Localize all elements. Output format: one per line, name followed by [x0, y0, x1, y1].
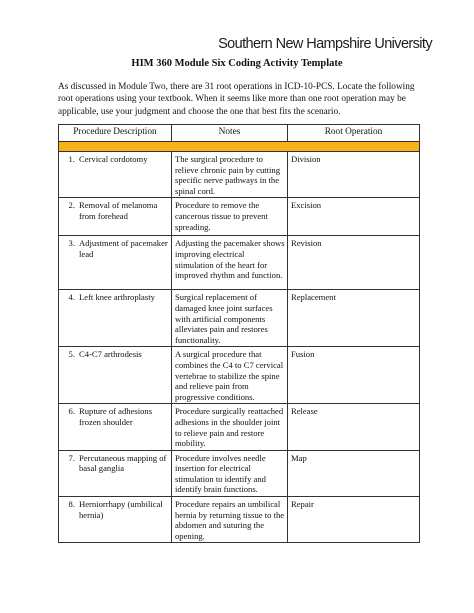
procedure-description: Adjustment of pacemaker lead: [79, 238, 168, 259]
procedure-description: Removal of melanoma from forehead: [79, 200, 158, 221]
notes-cell: Surgical replacement of damaged knee joint surfaces with artificial components alleviates pain and restores functionality.: [172, 290, 288, 347]
notes-cell: Adjusting the pacemaker shows improving electrical stimulation of the heart for improved rhythm and function.: [172, 236, 288, 290]
notes-cell: The surgical procedure to relieve chronic pain by cutting specific nerve pathways in the spinal cord.: [172, 152, 288, 198]
row-number: 1.: [68, 154, 75, 164]
procedure-description: Rupture of adhesions frozen shoulder: [79, 406, 153, 427]
university-logo: Southern New Hampshire University: [218, 36, 432, 52]
coding-table: [58, 124, 420, 543]
row-number: 6.: [68, 406, 75, 417]
root-operation-cell: Excision: [288, 198, 420, 236]
table-row: [59, 236, 420, 290]
root-operation-cell: Repair: [288, 497, 420, 543]
procedure-description: Cervical cordotomy: [79, 154, 148, 164]
intro-paragraph: As discussed in Module Two, there are 31 root operations in ICD-10-PCS. Locate the following root operations using your textbook. When it seems like more than one root operation may be applicable, use your judgment and choose the one that best fits the scenario.: [58, 82, 415, 117]
table-row: [59, 450, 420, 496]
procedure-description: Left knee arthroplasty: [79, 292, 155, 303]
root-operation-cell: Release: [288, 404, 420, 450]
notes-cell: A surgical procedure that combines the C4 to C7 cervical vertebrae to stabilize the spine and relieve pain from progressive conditions.: [172, 347, 288, 404]
table-row: [59, 152, 420, 198]
procedure-description: C4-C7 arthrodesis: [79, 349, 142, 360]
table-row: [59, 198, 420, 236]
row-number: 4.: [68, 292, 75, 303]
header-notes: Notes: [172, 125, 288, 142]
table-row: [59, 347, 420, 404]
row-number: 5.: [68, 349, 75, 360]
document-title: HIM 360 Module Six Coding Activity Template: [131, 58, 343, 69]
row-number: 8.: [68, 499, 75, 510]
root-operation-cell: Replacement: [288, 290, 420, 347]
notes-cell: Procedure repairs an umbilical hernia by returning tissue to the abdomen and suturing the opening.: [172, 497, 288, 543]
header-root-operation: Root Operation: [288, 125, 420, 142]
table-row: [59, 290, 420, 347]
row-number: 2.: [68, 200, 75, 211]
root-operation-cell: Revision: [288, 236, 420, 290]
notes-cell: Procedure to remove the cancerous tissue to prevent spreading.: [172, 198, 288, 236]
procedure-description: Percutaneous mapping of basal ganglia: [79, 452, 167, 474]
header-row: [59, 125, 420, 142]
root-operation-cell: Fusion: [288, 347, 420, 404]
table-row: [59, 404, 420, 450]
header-accent-band: [59, 142, 420, 152]
table-row: [59, 497, 420, 543]
row-number: 7.: [68, 452, 75, 463]
procedure-description: Herniorrhapy (umbilical hernia): [79, 499, 163, 520]
row-number: 3.: [68, 238, 75, 249]
root-operation-cell: Map: [288, 450, 420, 496]
notes-cell: Procedure surgically reattached adhesions in the shoulder joint to relieve pain and restore mobility.: [172, 404, 288, 450]
header-procedure: Procedure Description: [59, 125, 172, 142]
notes-cell: Procedure involves needle insertion for electrical stimulation to identify and identify brain functions.: [172, 450, 288, 496]
root-operation-cell: Division: [288, 152, 420, 198]
